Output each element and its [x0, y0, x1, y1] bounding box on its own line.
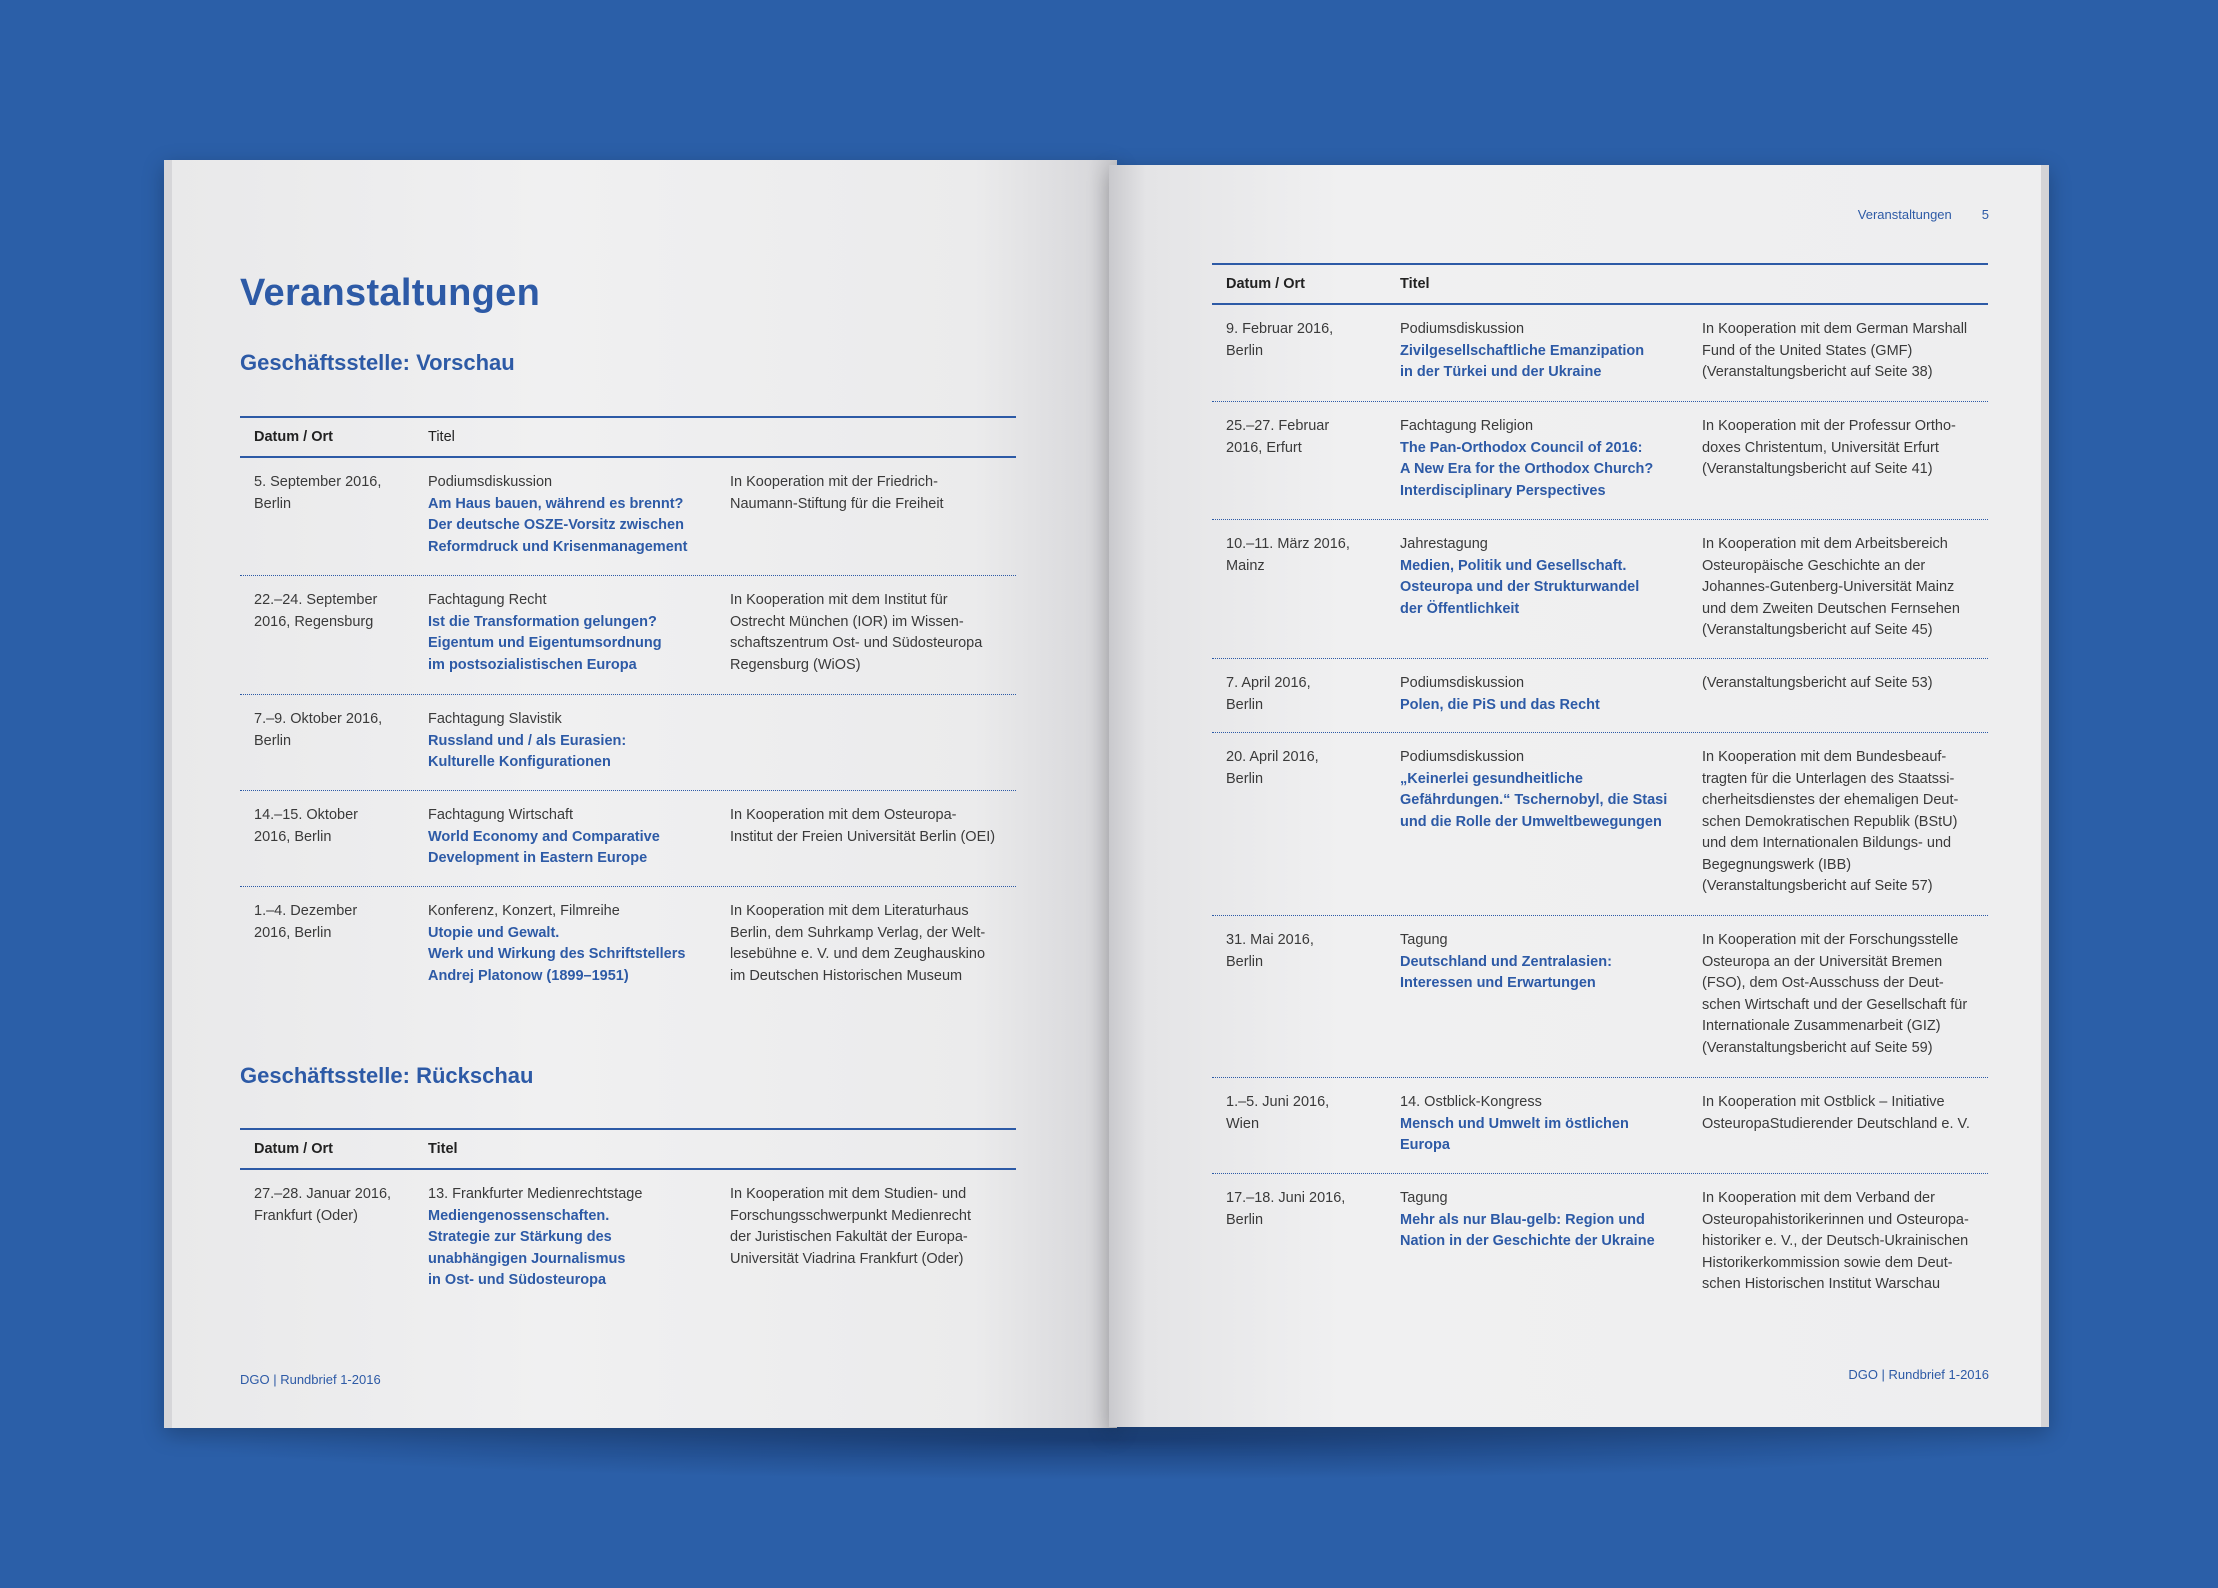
event-note: In Kooperation mit dem German Marshall Fund of the United States (GMF) (Veranstaltungsbericht auf Seite 38) — [1702, 321, 1968, 380]
date-text: 1.–5. Juni 2016, Wien — [1226, 1094, 1330, 1132]
header-title: Titel — [428, 429, 455, 445]
preview-rows — [240, 458, 1016, 1005]
event-title-cell — [428, 709, 730, 790]
event-name: Ist die Transformation gelungen? Eigentum und Eigentumsordnung im postsozialistischen Europa — [428, 613, 662, 673]
event-name: Mensch und Umwelt im östlichen Europa — [1400, 1115, 1629, 1153]
date-text: 25.–27. Februar 2016, Erfurt — [1226, 418, 1330, 456]
event-date — [1212, 1092, 1400, 1173]
date-text: 22.–24. September 2016, Regensburg — [254, 592, 378, 630]
event-date — [240, 805, 428, 886]
event-title-cell — [1400, 747, 1702, 915]
event-type: Fachtagung Recht — [428, 592, 547, 608]
event-title-cell — [1400, 673, 1702, 732]
event-date — [1212, 673, 1400, 732]
event-date — [1212, 930, 1400, 1077]
events-table — [1212, 263, 1988, 1304]
event-type: Konferenz, Konzert, Filmreihe — [428, 903, 620, 919]
page-footer: DGO | Rundbrief 1-2016 — [240, 1372, 381, 1387]
table-row — [1212, 733, 1988, 916]
event-note: In Kooperation mit dem Bundesbeauf- tragten für die Unterlagen des Staatssi- cherheitsdienstes der ehemaligen Deut- schen Demokratischen Republik (BStU) und dem Internationalen Bildungs- und Begegnungswerk (IBB) (Veranstaltungsbericht auf Seite 57) — [1702, 749, 1959, 894]
table-row — [240, 458, 1016, 576]
event-name: The Pan-Orthodox Council of 2016: A New Era for the Orthodox Church? Interdisciplinary Perspectives — [1400, 439, 1654, 499]
event-type: Fachtagung Religion — [1400, 418, 1534, 434]
event-title-cell — [1400, 1188, 1702, 1304]
event-note: In Kooperation mit Ostblick – Initiative OsteuropaStudierender Deutschland e. V. — [1702, 1094, 1970, 1132]
event-note: In Kooperation mit dem Institut für Ostrecht München (IOR) im Wissen- schaftszentrum Ost- und Südosteuropa Regensburg (WiOS) — [730, 592, 983, 673]
event-rows — [1212, 305, 1988, 1304]
event-type: Tagung — [1400, 932, 1448, 948]
preview-table — [240, 416, 1016, 1005]
section-heading-review: Geschäftsstelle: Rückschau — [240, 1063, 534, 1088]
date-text: 7.–9. Oktober 2016, Berlin — [254, 711, 383, 749]
event-note: In Kooperation mit dem Studien- und Forschungsschwerpunkt Medienrecht der Juristischen Fakultät der Europa- Universität Viadrina Frankfurt (Oder) — [730, 1186, 971, 1267]
page-title: Veranstaltungen — [240, 272, 541, 314]
event-name: Russland und / als Eurasien: Kulturelle Konfigurationen — [428, 732, 627, 770]
running-head-title: Veranstaltungen — [1857, 207, 1952, 222]
table-row — [1212, 1078, 1988, 1174]
table-row — [1212, 520, 1988, 659]
date-text: 14.–15. Oktober 2016, Berlin — [254, 807, 358, 845]
event-name: Mediengenossenschaften. Strategie zur Stärkung des unabhängigen Journalismus in Ost- und Südosteuropa — [428, 1207, 626, 1288]
table-header — [240, 418, 1016, 456]
event-note: In Kooperation mit dem Literaturhaus Berlin, dem Suhrkamp Verlag, der Welt- lesebühne e. V. und dem Zeughauskino im Deutschen Historischen Museum — [730, 903, 986, 984]
event-date — [1212, 319, 1400, 401]
event-name: Deutschland und Zentralasien: Interessen und Erwartungen — [1400, 953, 1612, 991]
event-type: 13. Frankfurter Medienrechtstage — [428, 1186, 643, 1202]
table-row — [1212, 402, 1988, 520]
event-date — [240, 590, 428, 694]
event-title-cell — [1400, 416, 1702, 519]
table-row — [240, 1170, 1016, 1290]
date-text: 5. September 2016, Berlin — [254, 474, 382, 512]
event-date — [1212, 534, 1400, 658]
section-heading-preview: Geschäftsstelle: Vorschau — [240, 350, 515, 375]
left-page — [164, 160, 1117, 1428]
header-date: Datum / Ort — [254, 429, 333, 445]
date-text: 10.–11. März 2016, Mainz — [1226, 536, 1350, 574]
event-title-cell — [1400, 1092, 1702, 1173]
table-header — [1212, 265, 1988, 303]
date-text: 27.–28. Januar 2016, Frankfurt (Oder) — [254, 1186, 392, 1224]
event-note: (Veranstaltungsbericht auf Seite 53) — [1702, 675, 1933, 691]
header-date: Datum / Ort — [254, 1141, 333, 1157]
event-type: Podiumsdiskussion — [1400, 749, 1525, 765]
page-number: 5 — [1981, 207, 1989, 222]
event-title-cell — [1400, 930, 1702, 1077]
table-row — [240, 695, 1016, 791]
event-title-cell — [428, 472, 730, 575]
event-name: „Keinerlei gesundheitliche Gefährdungen.“ Tschernobyl, die Stasi und die Rolle der Umweltbewegungen — [1400, 770, 1668, 830]
date-text: 1.–4. Dezember 2016, Berlin — [254, 903, 358, 941]
date-text: 17.–18. Juni 2016, Berlin — [1226, 1190, 1346, 1228]
event-type: Podiumsdiskussion — [428, 474, 553, 490]
event-type: Podiumsdiskussion — [1400, 321, 1525, 337]
table-row — [240, 576, 1016, 695]
table-row — [240, 887, 1016, 1005]
date-text: 31. Mai 2016, Berlin — [1226, 932, 1314, 970]
right-page — [1109, 165, 2049, 1427]
page-footer: DGO | Rundbrief 1-2016 — [1848, 1367, 1989, 1382]
event-date — [1212, 416, 1400, 519]
event-title-cell — [1400, 319, 1702, 401]
event-title-cell — [428, 805, 730, 886]
review-rows — [240, 1170, 1016, 1290]
event-type: Fachtagung Wirtschaft — [428, 807, 574, 823]
event-note: In Kooperation mit dem Arbeitsbereich Osteuropäische Geschichte an der Johannes-Gutenberg-Universität Mainz und dem Zweiten Deutschen Fernsehen (Veranstaltungsbericht auf Seite 45) — [1702, 536, 1960, 638]
event-note: In Kooperation mit dem Osteuropa- Institut der Freien Universität Berlin (OEI) — [730, 807, 996, 845]
header-title: Titel — [1400, 276, 1430, 292]
event-date — [240, 1184, 428, 1290]
event-date — [1212, 747, 1400, 915]
event-date — [240, 709, 428, 790]
event-type: Fachtagung Slavistik — [428, 711, 562, 727]
table-row — [1212, 305, 1988, 402]
event-name: Mehr als nur Blau-gelb: Region und Nation in der Geschichte der Ukraine — [1400, 1211, 1655, 1249]
event-note — [730, 709, 1016, 790]
event-name: Medien, Politik und Gesellschaft. Osteuropa und der Strukturwandel der Öffentlichkeit — [1400, 557, 1640, 617]
event-title-cell — [428, 1184, 730, 1290]
date-text: 20. April 2016, Berlin — [1226, 749, 1319, 787]
running-head — [1858, 207, 1989, 222]
event-type: 14. Ostblick-Kongress — [1400, 1094, 1542, 1110]
event-name: Utopie und Gewalt. Werk und Wirkung des Schriftstellers Andrej Platonow (1899–1951) — [428, 924, 686, 984]
table-row — [1212, 1174, 1988, 1304]
event-type: Tagung — [1400, 1190, 1448, 1206]
event-title-cell — [1400, 534, 1702, 658]
event-date — [240, 472, 428, 575]
header-date: Datum / Ort — [1226, 276, 1305, 292]
event-type: Podiumsdiskussion — [1400, 675, 1525, 691]
event-note: In Kooperation mit der Forschungsstelle Osteuropa an der Universität Bremen (FSO), dem Ost-Ausschuss der Deut- schen Wirtschaft und der Gesellschaft für Internationale Zusammenarbeit (GIZ) (Veranstaltungsbericht auf Seite 59) — [1702, 932, 1968, 1056]
review-table — [240, 1128, 1016, 1290]
table-row — [1212, 916, 1988, 1078]
date-text: 7. April 2016, Berlin — [1226, 675, 1311, 713]
event-date — [240, 901, 428, 1005]
header-title: Titel — [428, 1141, 458, 1157]
event-name: Zivilgesellschaftliche Emanzipation in der Türkei und der Ukraine — [1400, 342, 1645, 380]
event-title-cell — [428, 590, 730, 694]
event-title-cell — [428, 901, 730, 1005]
event-date — [1212, 1188, 1400, 1304]
event-note: In Kooperation mit der Professur Ortho- doxes Christentum, Universität Erfurt (Veranstaltungsbericht auf Seite 41) — [1702, 418, 1956, 477]
table-header — [240, 1130, 1016, 1168]
date-text: 9. Februar 2016, Berlin — [1226, 321, 1334, 359]
event-name: Am Haus bauen, während es brennt? Der deutsche OSZE-Vorsitz zwischen Reformdruck und Krisenmanagement — [428, 495, 688, 555]
table-row — [1212, 659, 1988, 733]
event-name: Polen, die PiS und das Recht — [1400, 696, 1600, 713]
event-note: In Kooperation mit der Friedrich- Naumann-Stiftung für die Freiheit — [730, 474, 944, 512]
table-row — [240, 791, 1016, 887]
event-name: World Economy and Comparative Development in Eastern Europe — [428, 828, 660, 866]
event-type: Jahrestagung — [1400, 536, 1488, 552]
event-note: In Kooperation mit dem Verband der Osteuropahistorikerinnen und Osteuropa- historiker e. V., der Deutsch-Ukrainischen Historikerkommission sowie dem Deut- schen Historischen Institut Warschau — [1702, 1190, 1969, 1292]
